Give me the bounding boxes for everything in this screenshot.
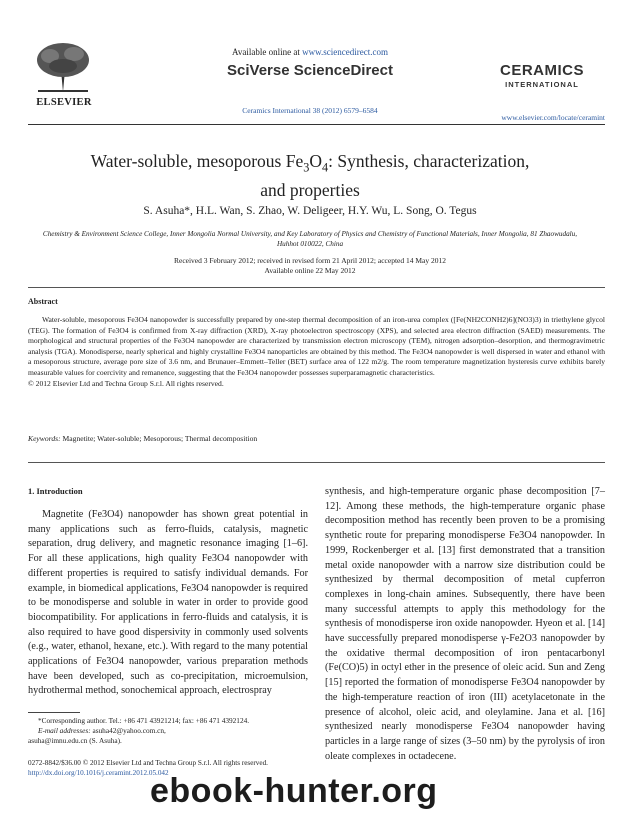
email-2[interactable]: asuha@imnu.edu.cn (S. Asuha).: [28, 736, 122, 745]
watermark-text: ebook-hunter.org: [150, 772, 438, 810]
affiliation: Chemistry & Environment Science College, Inner Mongolia Normal University, and Key Laboratory of Physics and Chemistry of Functional Materials, Inner Mongolia, 81 Zhaowudalu, Huhhot 010022, China: [42, 230, 578, 248]
journal-url-link[interactable]: www.elsevier.com/locate/ceramint: [501, 113, 605, 122]
keywords-list: Magnetite; Water-soluble; Mesoporous; Thermal decomposition: [60, 434, 258, 443]
title-part: : Synthesis, characterization,: [328, 151, 530, 171]
keywords-label: Keywords:: [28, 434, 61, 443]
journal-reference-link[interactable]: Ceramics International 38 (2012) 6579–6584: [242, 106, 378, 115]
email-1[interactable]: asuha42@yahoo.com.cn,: [90, 726, 166, 735]
email-line: [28, 726, 318, 736]
abstract-heading: Abstract: [28, 297, 58, 306]
available-prefix: Available online at: [232, 47, 303, 57]
availability-line: [150, 47, 470, 57]
author-list: S. Asuha*, H.L. Wan, S. Zhao, W. Deligeer, H.Y. Wu, L. Song, O. Tegus: [143, 205, 477, 217]
journal-brand-title: CERAMICS: [499, 62, 584, 79]
abstract-bottom-rule: [28, 462, 605, 463]
article-title: [40, 150, 580, 201]
corresponding-author-note: *Corresponding author. Tel.: +86 471 43921214; fax: +86 471 4392124.: [38, 716, 250, 725]
platform-name: SciVerse ScienceDirect: [227, 62, 393, 79]
abstract-copyright: © 2012 Elsevier Ltd and Techna Group S.r.l. All rights reserved.: [28, 378, 224, 388]
section-heading: 1. Introduction: [28, 486, 83, 496]
abstract-top-rule: [28, 287, 605, 288]
title-sub: 4: [322, 160, 329, 175]
journal-brand-subtitle: INTERNATIONAL: [505, 80, 579, 89]
abstract-body: [28, 315, 605, 389]
footnote: [28, 716, 318, 746]
received-dates: Received 3 February 2012; received in revised form 21 April 2012; accepted 14 May 2012: [173, 256, 446, 265]
article-dates: [40, 256, 580, 276]
header-rule: [28, 124, 605, 125]
title-sub: 3: [303, 160, 310, 175]
title-part: O: [309, 151, 323, 171]
body-column-left: Magnetite (Fe3O4) nanopowder has shown great potential in many applications such as ferro-fluids, catalysis, magnetic separation, drug delivery, and magnetic resonance imaging [1–6]. For all these applications, high quality Fe3O4 nanopowder with different properties is required to satisfy individual demands. For example, in biomedical applications, Fe3O4 nanopowder is required to be monodisperse and soluble in water in order to provide good biocompatibility. For applications in ferro-fluids and catalysis, it is also required to have good dispersivity in commonly used solvents (e.g., water, ethanol, hexane, etc.). With regard to the many potential applications of Fe3O4 nanopowder, various preparation methods have been developed, such as co-precipitation, microemulsion, hydrothermal method, sonochemical approach, electrospray: [28, 509, 308, 697]
body-column-right: synthesis, and high-temperature organic phase decomposition [7–12]. Among these methods, the high-temperature organic phase decomposition method has recently been proven to be a promising synthetic route for preparing monodisperse Fe3O4 nanopowder. In 1999, Rockenberger et al. [13] first demonstrated that a transition metal oxide nanopowder with a narrow size distribution could be synthesized by thermal decomposition of metal cupferron complexes in long-chain amines. Subsequently, there have been many successful attempts to apply this methodology for the synthesis of monodisperse iron oxide nanopowder. Hyeon et al. [14] have successfully prepared monodisperse γ-Fe2O3 nanopowder by the oxidative thermal decomposition of iron pentacarbonyl (Fe(CO)5) in octyl ether in the presence of oleic acid. Sun and Zeng [15] reported the formation of monodisperse Fe3O4 nanopowder by the high-temperature reaction of iron (III) acetylacetonate in the presence of alcohol, oleic acid, and oleylamine. Jana et al. [16] synthesized nearly monodisperse Fe3O4 nanopowder having particles in a large range of sizes (3–50 nm) by the pyrolysis of iron oleate complexes in octadecene.: [325, 486, 605, 762]
issn-line: 0272-8842/$36.00 © 2012 Elsevier Ltd and Techna Group S.r.l. All rights reserved.: [28, 759, 268, 767]
footnote-rule: [28, 712, 80, 713]
online-date: Available online 22 May 2012: [264, 266, 356, 275]
abstract-text: Water-soluble, mesoporous Fe3O4 nanopowder is successfully prepared by one-step thermal decomposition of an iron-urea complex ([Fe(NH2CONH2)6](NO3)3) in triethylene glycol (TEG). The formation of Fe3O4 is confirmed from X-ray diffraction (XRD), X-ray photoelectron spectroscopy (XPS), and selected area electron diffraction (SAED) measurements. The morphological and structural properties of the Fe3O4 nanopowder are characterized by transmission electron microscopy (TEM), nitrogen adsorption–desorption, and thermogravimetric analysis (TGA). Monodisperse, nearly spherical and highly crystalline Fe3O4 nanoparticles are obtained by this method. The Fe3O4 nanopowder is well dispersed in water and ethanol with a mesoporous structure, average pore size of 3.6 nm, and Brunauer–Emmett–Teller (BET) surface area of 122 m2/g. The room temperature magnetization hysteresis curve exhibits barely measurable values for coercivity and remanence, suggesting that the Fe3O4 nanopowder possesses superparamagnetic characteristics.: [28, 315, 605, 377]
publisher-logo-text: ELSEVIER: [36, 97, 92, 108]
sciencedirect-link[interactable]: www.sciencedirect.com: [302, 47, 388, 57]
title-line-2: and properties: [260, 179, 360, 200]
keywords-line: [28, 434, 605, 443]
title-part: Water-soluble, mesoporous Fe: [90, 151, 304, 171]
email-label: E-mail addresses:: [38, 726, 91, 735]
elsevier-tree-logo: [28, 40, 98, 96]
doi-link[interactable]: http://dx.doi.org/10.1016/j.ceramint.2012.05.042: [28, 769, 169, 777]
